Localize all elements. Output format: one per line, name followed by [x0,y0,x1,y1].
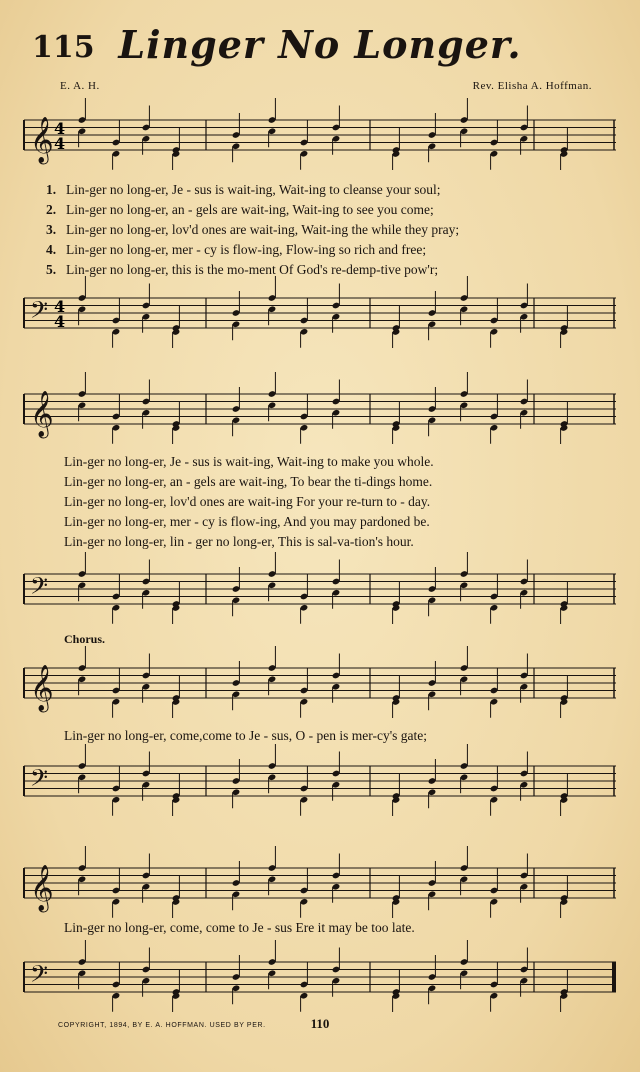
note-chord [172,128,181,170]
note-chord [332,284,341,333]
note-chord [560,774,569,816]
verse-line: Lin-ger no long-er, lov'd ones are wait-ing For your re-turn to - day. [64,494,431,509]
note-chord [520,654,529,703]
verse-line: 5. Lin-ger no long-er, this is the mo-ment Of God's re-demp-tive pow'r; [46,262,439,277]
chorus-label: Chorus. [64,632,106,646]
note-chord [268,940,277,989]
note-chord [172,582,181,624]
note-chord [392,774,401,816]
note-chord [520,752,529,801]
note-chord [520,948,529,997]
note-chord [392,676,401,718]
bass-staff [24,954,616,1010]
svg-text:𝄢: 𝄢 [30,296,49,329]
note-chord [460,646,469,695]
hymn-title: Linger No Longer. [118,22,522,67]
note-chord [142,380,151,429]
words-credit: E. A. H. [60,80,100,92]
note-chord [172,970,181,1012]
note-chord [520,854,529,903]
note-chord [560,676,569,718]
note-chord [78,646,87,695]
note-chord [142,854,151,903]
note-chord [460,744,469,793]
treble-staff [24,660,616,716]
bass-staff [24,758,616,814]
note-chord [78,846,87,895]
note-chord [142,752,151,801]
note-chord [332,560,341,609]
note-chord [332,948,341,997]
note-chord [172,306,181,348]
svg-text:𝄢: 𝄢 [30,960,49,993]
verse-line: Lin-ger no long-er, lin - ger no long-er, This is sal-va-tion's hour. [64,534,414,549]
note-chord [268,744,277,793]
note-chord [332,106,341,155]
bass-staff [24,566,616,622]
note-chord [172,676,181,718]
note-chord [268,846,277,895]
note-chord [268,372,277,421]
note-chord [268,276,277,325]
note-chord [560,970,569,1012]
note-chord [392,582,401,624]
note-chord [172,774,181,816]
note-chord [392,402,401,444]
note-chord [268,646,277,695]
page-number: 110 [310,1016,330,1031]
note-chord [460,940,469,989]
note-chord [268,98,277,147]
note-chord [78,552,87,601]
svg-text:4: 4 [54,312,66,331]
verse-line: 2. Lin-ger no long-er, an - gels are wait-ing, Wait-ing to see you come; [46,202,434,217]
svg-text:4: 4 [54,297,66,316]
note-chord [392,876,401,918]
note-chord [560,402,569,444]
note-chord [78,744,87,793]
note-chord [332,654,341,703]
note-chord [268,552,277,601]
verse-line: Lin-ger no long-er, an - gels are wait-ing, To bear the ti-dings home. [64,474,433,489]
svg-text:4: 4 [54,119,66,138]
note-chord [392,970,401,1012]
treble-staff [24,860,616,916]
svg-text:𝄢: 𝄢 [30,572,49,605]
copyright-notice: COPYRIGHT, 1894, BY E. A. HOFFMAN. USED BY PER. [58,1022,266,1029]
note-chord [142,948,151,997]
treble-staff [24,112,616,168]
svg-text:𝄞: 𝄞 [30,665,54,711]
verse-line: 3. Lin-ger no long-er, lov'd ones are wait-ing, Wait-ing the while they pray; [46,222,460,237]
note-chord [78,940,87,989]
bass-staff [24,290,616,346]
treble-staff [24,386,616,442]
note-chord [332,752,341,801]
note-chord [460,552,469,601]
note-chord [172,402,181,444]
music-credit: Rev. Elisha A. Hoffman. [472,80,592,92]
hymn-number: 115 [32,30,95,65]
note-chord [142,560,151,609]
verse-line: 1. Lin-ger no long-er, Je - sus is wait-ing, Wait-ing to cleanse your soul; [46,182,441,197]
note-chord [392,128,401,170]
svg-text:4: 4 [54,134,66,153]
note-chord [520,380,529,429]
note-chord [460,372,469,421]
note-chord [142,654,151,703]
note-chord [520,106,529,155]
note-chord [460,276,469,325]
note-chord [560,876,569,918]
note-chord [332,380,341,429]
note-chord [142,284,151,333]
chorus-line: Lin-ger no long-er, come, come to Je - sus Ere it may be too late. [64,920,415,935]
verse-line: Lin-ger no long-er, Je - sus is wait-ing, Wait-ing to make you whole. [64,454,434,469]
note-chord [460,98,469,147]
note-chord [560,306,569,348]
note-chord [560,128,569,170]
note-chord [142,106,151,155]
note-chord [172,876,181,918]
note-chord [392,306,401,348]
note-chord [78,98,87,147]
svg-text:𝄞: 𝄞 [30,391,54,437]
verse-line: 4. Lin-ger no long-er, mer - cy is flow-ing, Flow-ing so rich and free; [46,242,427,257]
svg-text:𝄢: 𝄢 [30,764,49,797]
verse-line: Lin-ger no long-er, mer - cy is flow-ing, And you may pardoned be. [64,514,430,529]
chorus-line: Lin-ger no long-er, come,come to Je - sus, O - pen is mer-cy's gate; [64,728,428,743]
note-chord [78,276,87,325]
note-chord [460,846,469,895]
note-chord [520,560,529,609]
note-chord [332,854,341,903]
svg-text:𝄞: 𝄞 [30,865,54,911]
note-chord [560,582,569,624]
svg-text:𝄞: 𝄞 [30,117,54,163]
note-chord [78,372,87,421]
note-chord [520,284,529,333]
